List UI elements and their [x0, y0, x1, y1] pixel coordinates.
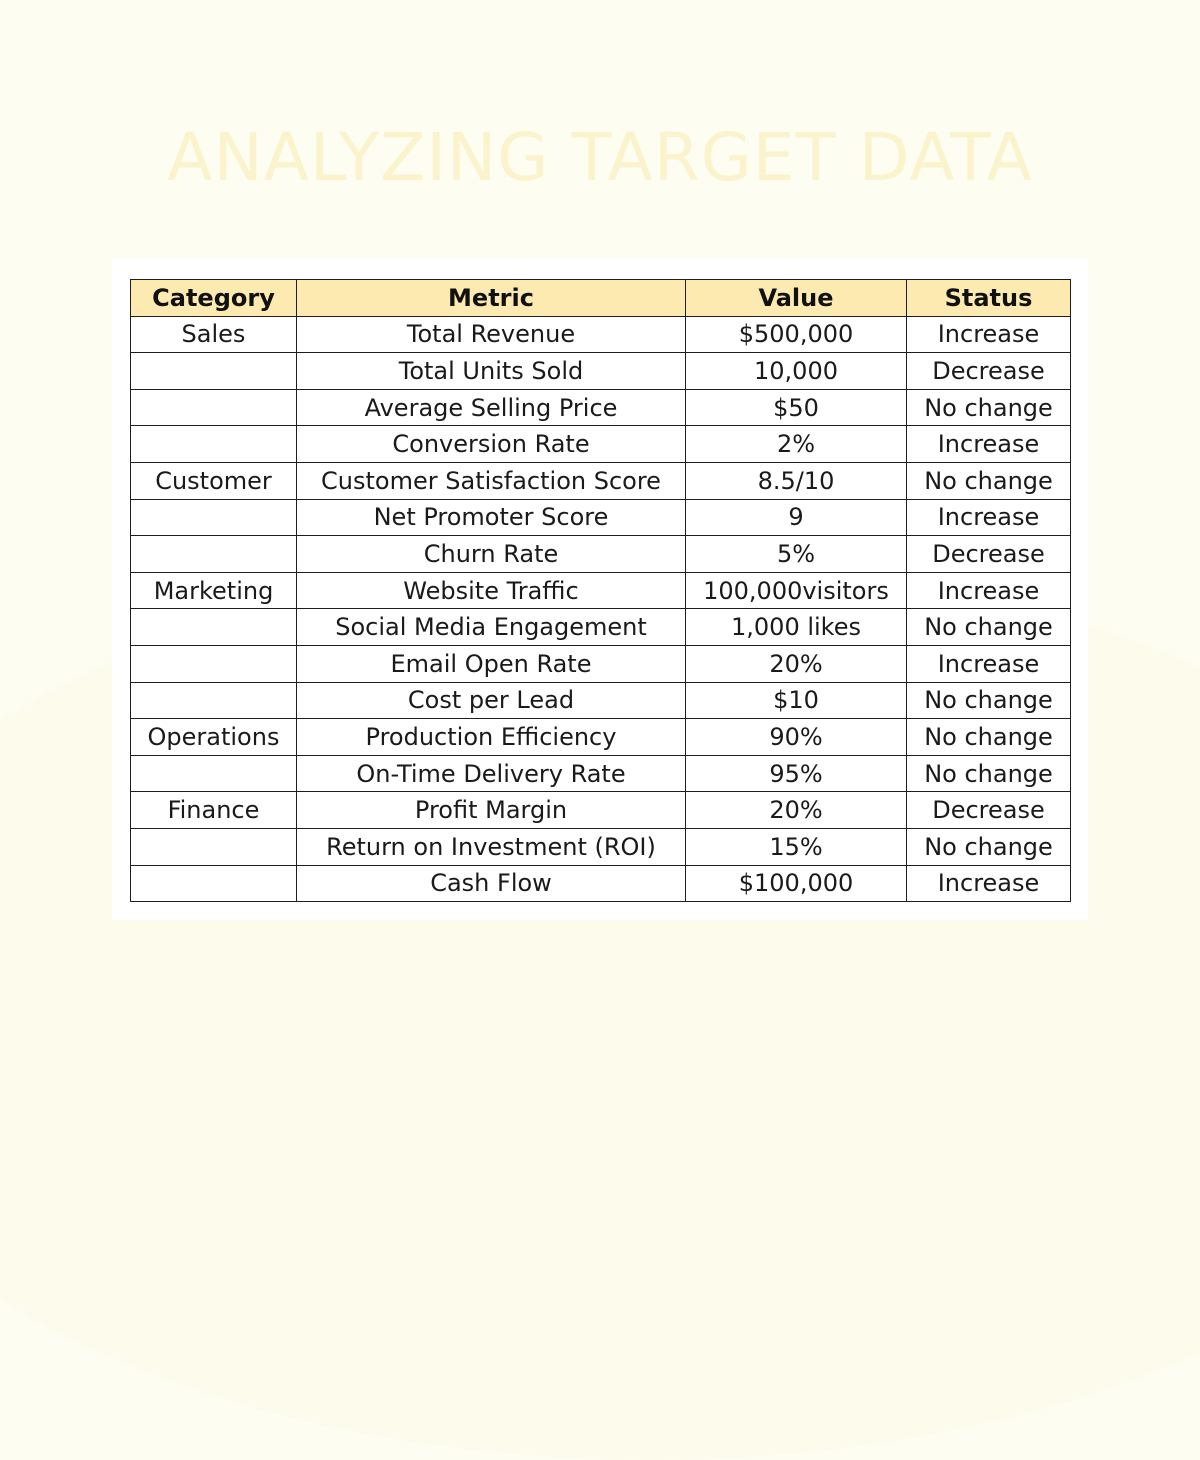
cell-value: 8.5/10	[686, 462, 907, 499]
table-row	[131, 426, 1071, 463]
cell-metric: On-Time Delivery Rate	[297, 755, 686, 792]
cell-metric: Net Promoter Score	[297, 499, 686, 536]
cell-value: $50	[686, 389, 907, 426]
cell-status: Increase	[907, 865, 1071, 902]
header-metric: Metric	[297, 280, 686, 317]
cell-status: Increase	[907, 499, 1071, 536]
table-row	[131, 353, 1071, 390]
cell-metric: Email Open Rate	[297, 645, 686, 682]
cell-status: Decrease	[907, 792, 1071, 829]
cell-category: Marketing	[131, 572, 297, 609]
cell-status: No change	[907, 462, 1071, 499]
table-row	[131, 462, 1071, 499]
table-row	[131, 792, 1071, 829]
table-body	[131, 316, 1071, 902]
cell-category: Finance	[131, 792, 297, 829]
cell-status: Increase	[907, 316, 1071, 353]
table-row	[131, 609, 1071, 646]
cell-category: Customer	[131, 462, 297, 499]
cell-status: Increase	[907, 645, 1071, 682]
cell-metric: Churn Rate	[297, 536, 686, 573]
cell-category	[131, 499, 297, 536]
cell-metric: Social Media Engagement	[297, 609, 686, 646]
table-row	[131, 389, 1071, 426]
cell-metric: Conversion Rate	[297, 426, 686, 463]
table-row	[131, 682, 1071, 719]
cell-value: 5%	[686, 536, 907, 573]
cell-category	[131, 828, 297, 865]
cell-status: Decrease	[907, 353, 1071, 390]
cell-value: 90%	[686, 719, 907, 756]
header-value: Value	[686, 280, 907, 317]
cell-metric: Website Traffic	[297, 572, 686, 609]
table-header-row	[131, 280, 1071, 317]
page-title: ANALYZING TARGET DATA	[167, 119, 1033, 196]
cell-value: $500,000	[686, 316, 907, 353]
cell-category	[131, 389, 297, 426]
cell-status: No change	[907, 719, 1071, 756]
table-row	[131, 536, 1071, 573]
header-status: Status	[907, 280, 1071, 317]
cell-metric: Production Efficiency	[297, 719, 686, 756]
cell-value: $100,000	[686, 865, 907, 902]
table-row	[131, 499, 1071, 536]
cell-status: Increase	[907, 572, 1071, 609]
cell-metric: Total Revenue	[297, 316, 686, 353]
cell-category	[131, 682, 297, 719]
table-row	[131, 572, 1071, 609]
table-row	[131, 755, 1071, 792]
cell-status: Increase	[907, 426, 1071, 463]
cell-category	[131, 426, 297, 463]
cell-status: No change	[907, 755, 1071, 792]
cell-metric: Return on Investment (ROI)	[297, 828, 686, 865]
cell-value: 1,000 likes	[686, 609, 907, 646]
cell-metric: Average Selling Price	[297, 389, 686, 426]
cell-category	[131, 645, 297, 682]
header-category: Category	[131, 280, 297, 317]
table-row	[131, 316, 1071, 353]
cell-status: No change	[907, 828, 1071, 865]
table-row	[131, 645, 1071, 682]
cell-category	[131, 865, 297, 902]
cell-value: 100,000visitors	[686, 572, 907, 609]
cell-category	[131, 755, 297, 792]
cell-value: 15%	[686, 828, 907, 865]
cell-category	[131, 609, 297, 646]
table-row	[131, 865, 1071, 902]
cell-status: No change	[907, 389, 1071, 426]
table-row	[131, 828, 1071, 865]
cell-category	[131, 536, 297, 573]
cell-category	[131, 353, 297, 390]
cell-category: Operations	[131, 719, 297, 756]
cell-status: Decrease	[907, 536, 1071, 573]
cell-value: 2%	[686, 426, 907, 463]
cell-metric: Profit Margin	[297, 792, 686, 829]
cell-status: No change	[907, 682, 1071, 719]
cell-metric: Cost per Lead	[297, 682, 686, 719]
cell-metric: Cash Flow	[297, 865, 686, 902]
cell-category: Sales	[131, 316, 297, 353]
data-table	[130, 279, 1071, 902]
cell-status: No change	[907, 609, 1071, 646]
cell-metric: Total Units Sold	[297, 353, 686, 390]
cell-value: 20%	[686, 792, 907, 829]
cell-value: $10	[686, 682, 907, 719]
cell-value: 9	[686, 499, 907, 536]
table-row	[131, 719, 1071, 756]
cell-metric: Customer Satisfaction Score	[297, 462, 686, 499]
cell-value: 20%	[686, 645, 907, 682]
cell-value: 10,000	[686, 353, 907, 390]
cell-value: 95%	[686, 755, 907, 792]
